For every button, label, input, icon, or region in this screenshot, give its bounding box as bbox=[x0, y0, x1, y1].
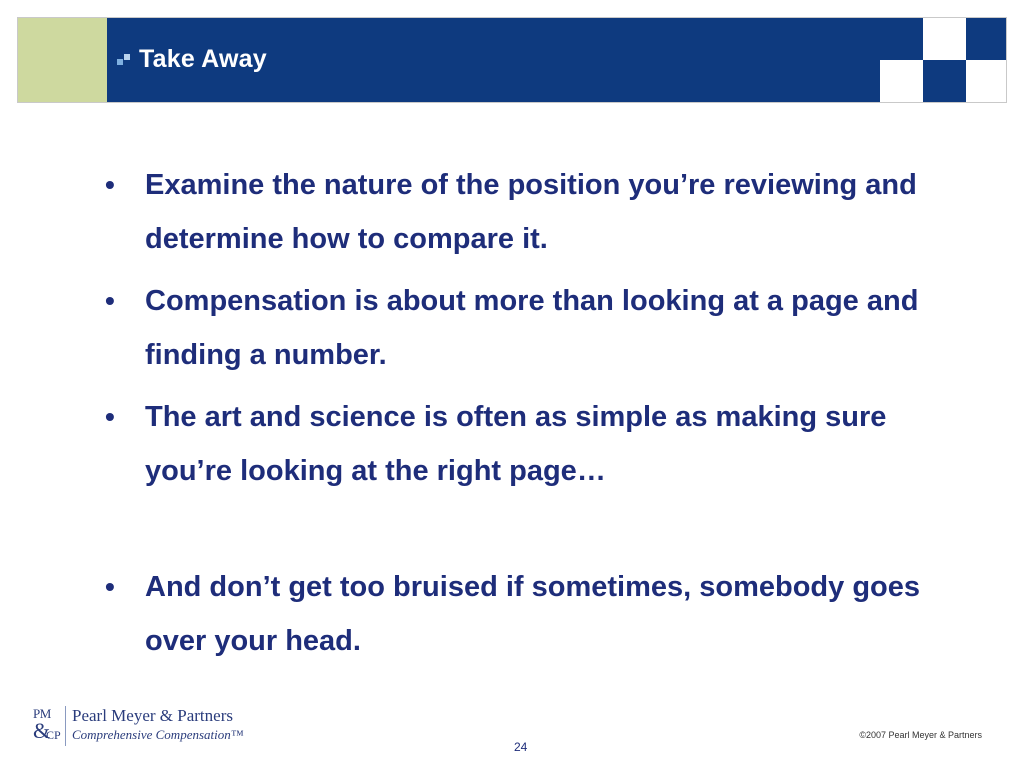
logo-monogram bbox=[33, 706, 61, 746]
slide-header bbox=[17, 17, 1007, 103]
page-number: 24 bbox=[514, 740, 528, 754]
logo-divider bbox=[65, 706, 66, 746]
bullet-dot: • bbox=[105, 169, 115, 200]
bullet-text: Compensation is about more than looking at a page and finding a number. bbox=[145, 285, 919, 371]
company-logo bbox=[33, 706, 244, 746]
bullet-text: Examine the nature of the position you’re reviewing and determine how to compare it. bbox=[145, 169, 917, 255]
logo-text bbox=[72, 706, 244, 744]
copyright-notice: ©2007 Pearl Meyer & Partners bbox=[859, 730, 982, 740]
logo-tagline: Comprehensive Compensation™ bbox=[72, 727, 244, 742]
bullet-item bbox=[105, 274, 965, 382]
bullet-list bbox=[105, 158, 965, 668]
logo-name: Pearl Meyer & Partners bbox=[72, 706, 233, 725]
bullet-dot: • bbox=[105, 285, 115, 316]
checker-block bbox=[966, 18, 1006, 60]
title-container bbox=[117, 44, 267, 74]
logo-monogram-amp: & bbox=[33, 718, 51, 743]
bullet-dot: • bbox=[105, 401, 115, 432]
checker-block bbox=[880, 60, 923, 102]
logo-monogram-bottom: CP bbox=[46, 728, 61, 742]
title-bullet-icon bbox=[117, 51, 133, 67]
bullet-item bbox=[105, 158, 965, 266]
slide-title: Take Away bbox=[139, 45, 267, 73]
checker-block bbox=[923, 60, 966, 102]
bullet-text: And don’t get too bruised if sometimes, somebody goes over your head. bbox=[145, 571, 921, 657]
header-accent-block bbox=[18, 18, 107, 102]
checker-block bbox=[923, 18, 966, 60]
bullet-item bbox=[105, 390, 965, 498]
bullet-text: The art and science is often as simple as making sure you’re looking at the right page… bbox=[145, 401, 887, 487]
checker-block bbox=[966, 60, 1006, 102]
bullet-item bbox=[105, 560, 965, 668]
checker-block bbox=[880, 18, 923, 60]
logo-monogram-top: PM bbox=[33, 706, 51, 721]
bullet-dot: • bbox=[105, 571, 115, 602]
